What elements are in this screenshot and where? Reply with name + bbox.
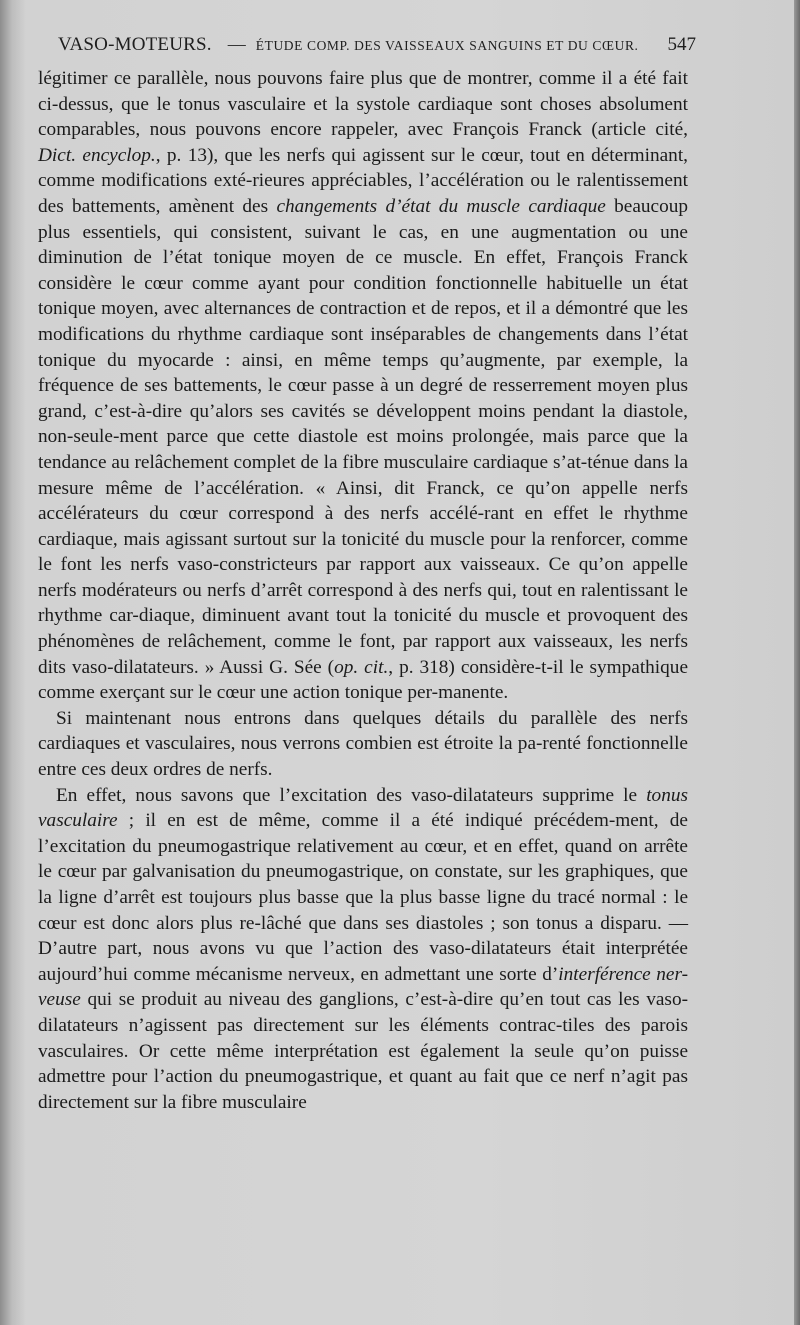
running-head: VASO-MOTEURS. xyxy=(58,34,212,55)
paragraph xyxy=(38,66,688,706)
text-segment: , p. 13), que les nerfs qui agissent sur le cœur, tout en déterminant, comme modifications exté-rieures appréciables, l’accélération ou le ralentissement des battements, amènent des xyxy=(38,144,688,217)
paragraph xyxy=(38,706,688,783)
header-dash: — xyxy=(227,34,246,54)
italic-text: tonus vasculaire xyxy=(38,784,688,832)
page-number: 547 xyxy=(667,34,696,55)
body-text xyxy=(38,66,688,1115)
page-header xyxy=(58,34,696,58)
paragraph xyxy=(38,783,688,1116)
italic-text: op. cit. xyxy=(334,656,389,678)
text-segment: Si maintenant nous entrons dans quelques détails du parallèle des nerfs cardiaques et vasculaires, nous verrons combien est étroite la pa-renté fonctionnelle entre ces deux ordres de nerfs. xyxy=(38,707,688,781)
text-segment: beaucoup plus essentiels, qui consistent, suivant le cas, en une augmentation ou une diminution de l’état tonique moyen de ce muscle. En effet, François Franck considère le cœur comme ayant pour condition fonctionnelle habituelle un état tonique moyen, avec alternances de contraction et de repos, et il a démontré que les modifications du rhythme cardiaque sont inséparables de changements dans l’état tonique du myocarde : ainsi, en même temps qu’augmente, par exemple, la fréquence de ses battements, le cœur passe à un degré de resserrement moyen plus grand, c’est-à-dire qu’alors ses cavités se développent moins pendant la diastole, non-seule-ment parce que cette diastole est moins prolongée, mais parce que la tendance au relâchement complet de la fibre musculaire cardiaque s’at-ténue dans la mesure même de l’accélération. « Ainsi, dit Franck, ce qu’on appelle nerfs accélérateurs du cœur correspond à des nerfs accélé-rant en effet le rhythme cardiaque, mais agissant surtout sur la tonicité du muscle pour la renforcer, comme le font les nerfs vaso-constricteurs par rapport aux vaisseaux. Ce qu’on appelle nerfs modérateurs ou nerfs d’arrêt correspond à des nerfs qui, tout en ralentissant le rhythme car-diaque, diminuent avant tout la tonicité du muscle et provoquent des phénomènes de relâchement, comme le font, par rapport aux vaisseaux, les nerfs dits vaso-dilatateurs. » Aussi G. Sée ( xyxy=(38,195,689,678)
text-segment: En effet, nous savons que l’excitation des vaso-dilatateurs supprime le xyxy=(56,784,647,806)
italic-text: Dict. encyclop. xyxy=(38,144,156,166)
header-subtitle: ÉTUDE COMP. DES VAISSEAUX SANGUINS ET DU CŒUR. xyxy=(255,38,639,53)
italic-text: changements d’état du muscle cardiaque xyxy=(276,195,606,217)
text-segment: ; il en est de même, comme il a été indiqué précédem-ment, de l’excitation du pneumogastrique relativement au cœur, et en effet, quand on arrête le cœur par galvanisation du pneumogastrique, on constate, sur les graphiques, que la ligne d’arrêt est toujours plus basse que la plus basse ligne du tracé normal : le cœur est donc alors plus re-lâché que dans ses diastoles ; son tonus a disparu. — D’autre part, nous avons vu que l’action des vaso-dilatateurs était interprétée aujourd’hui comme mécanisme nerveux, en admettant une sorte d’ xyxy=(38,810,688,985)
italic-text: interférence ner-veuse xyxy=(38,963,688,1011)
text-segment: , p. 318) considère-t-il le sympathique comme exerçant sur le cœur une action tonique per-manente. xyxy=(38,656,689,704)
text-segment: légitimer ce parallèle, nous pouvons faire plus que de montrer, comme il a été fait ci-dessus, que le tonus vasculaire et la systole cardiaque sont choses absolument comparables, nous pouvons encore rappeler, avec François Franck (article cité, xyxy=(38,68,688,141)
text-segment: qui se produit au niveau des ganglions, c’est-à-dire qu’en tout cas les vaso-dilatateurs n’agissent pas directement sur les éléments contrac-tiles des parois vasculaires. Or cette même interprétation est également la seule qu’on puisse admettre pour l’action du pneumogastrique, et quant au fait que ce nerf n’agit pas directement sur la fibre musculaire xyxy=(38,989,688,1113)
